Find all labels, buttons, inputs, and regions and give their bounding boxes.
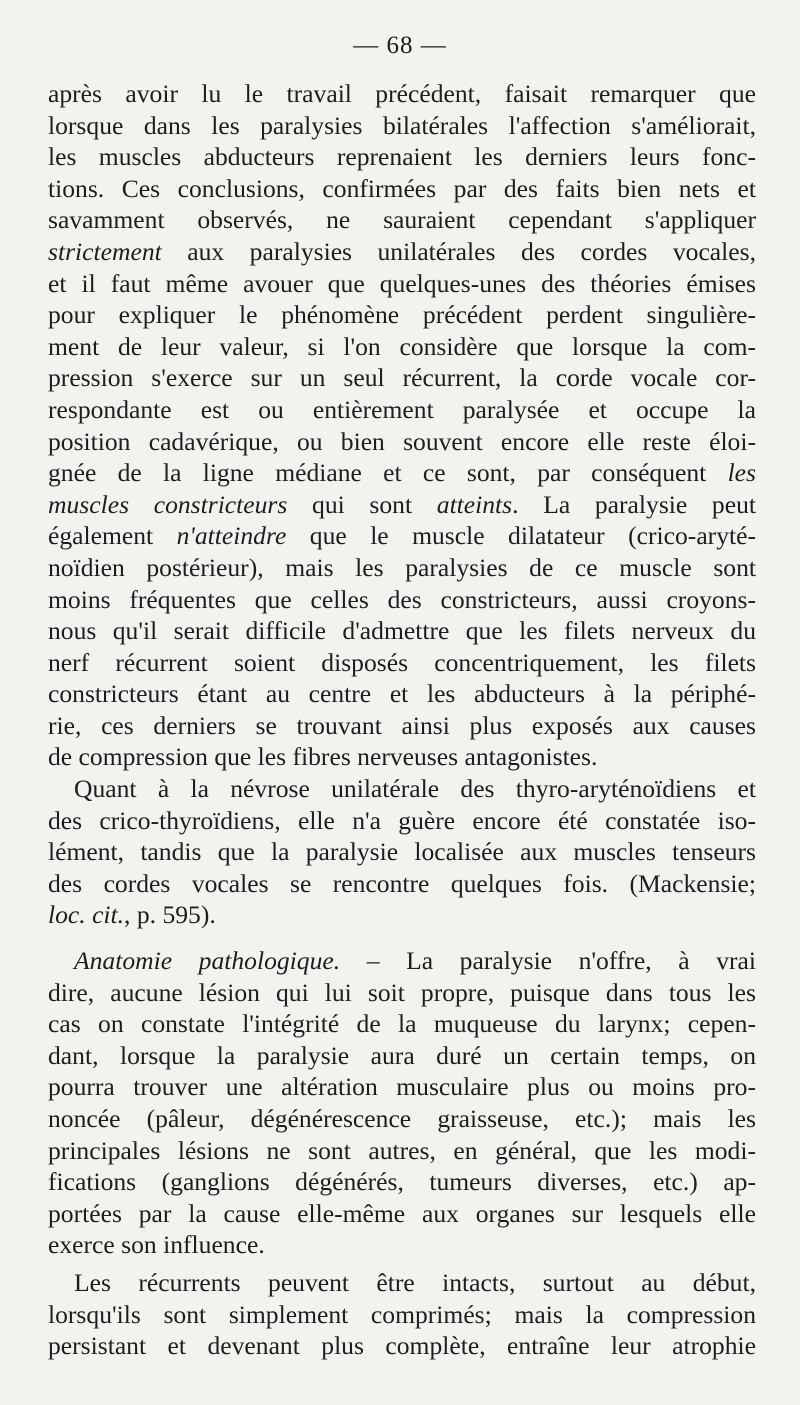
text-line: pourra trouver une altération musculaire plus ou moins pro- bbox=[48, 1072, 756, 1102]
text-line: respondante est ou entièrement paralysée et occupe la bbox=[48, 394, 756, 424]
text-line: de compression que les fibres nerveuses antagonistes. bbox=[48, 742, 598, 772]
paragraph-1 bbox=[48, 78, 756, 773]
text-line: dant, lorsque la paralysie aura duré un certain temps, on bbox=[48, 1040, 756, 1070]
text-line: ment de leur valeur, si l'on considère que lorsque la com- bbox=[48, 331, 756, 361]
body-text bbox=[48, 78, 756, 1362]
text-line: des cordes vocales se rencontre quelques fois. (Mackensie; bbox=[48, 868, 756, 898]
page-number: — 68 — bbox=[353, 32, 447, 59]
text-line: rie, ces derniers se trouvant ainsi plus exposés aux causes bbox=[48, 710, 756, 740]
text-line: position cadavérique, ou bien souvent encore elle reste éloi- bbox=[48, 426, 756, 456]
paragraph-2 bbox=[48, 773, 756, 931]
text-line: Les récurrents peuvent être intacts, surtout au début, bbox=[74, 1267, 756, 1297]
text-line: et il faut même avouer que quelques-unes des théories émises bbox=[48, 268, 756, 298]
text-line: savamment observés, ne sauraient cependant s'appliquer bbox=[48, 205, 756, 235]
text-line: lorsque dans les paralysies bilatérales l'affection s'améliorait, bbox=[48, 110, 756, 140]
text-line: gnée de la ligne médiane et ce sont, par conséquent les bbox=[48, 458, 756, 488]
text-line: moins fréquentes que celles des constricteurs, aussi croyons- bbox=[48, 584, 756, 614]
text-line: pour expliquer le phénomène précédent perdent singulière- bbox=[48, 300, 756, 330]
text-line: les muscles abducteurs reprenaient les derniers leurs fonc- bbox=[48, 142, 756, 172]
text-line: portées par la cause elle-même aux organes sur lesquels elle bbox=[48, 1198, 756, 1228]
text-line: principales lésions ne sont autres, en général, que les modi- bbox=[48, 1135, 756, 1165]
text-line: fications (ganglions dégénérés, tumeurs diverses, etc.) ap- bbox=[48, 1167, 756, 1197]
text-line: dire, aucune lésion qui lui soit propre, puisque dans tous les bbox=[48, 977, 756, 1007]
text-line: nerf récurrent soient disposés concentriquement, les filets bbox=[48, 647, 756, 677]
paragraph-4 bbox=[48, 1267, 756, 1362]
text-line: tions. Ces conclusions, confirmées par des faits bien nets et bbox=[48, 173, 756, 203]
text-line: des crico-thyroïdiens, elle n'a guère encore été constatée iso- bbox=[48, 805, 756, 835]
text-line: exerce son influence. bbox=[48, 1230, 265, 1260]
text-line: strictement aux paralysies unilatérales des cordes vocales, bbox=[48, 236, 756, 266]
text-line: muscles constricteurs qui sont atteints. La paralysie peut bbox=[48, 489, 756, 519]
text-line: Anatomie pathologique. – La paralysie n'offre, à vrai bbox=[74, 946, 757, 976]
paragraph-3 bbox=[48, 945, 756, 1261]
text-line: lément, tandis que la paralysie localisée aux muscles tenseurs bbox=[48, 837, 756, 867]
text-line: noncée (pâleur, dégénérescence graisseuse, etc.); mais les bbox=[48, 1104, 756, 1133]
text-line: nous qu'il serait difficile d'admettre que les filets nerveux du bbox=[48, 616, 756, 646]
text-line: persistant et devenant plus complète, entraîne leur atrophie bbox=[48, 1331, 756, 1361]
text-line: lorsqu'ils sont simplement comprimés; mais la compression bbox=[48, 1299, 756, 1329]
text-line: cas on constate l'intégrité de la muqueuse du larynx; cepen- bbox=[48, 1009, 756, 1039]
text-line: après avoir lu le travail précédent, faisait remarquer que bbox=[48, 79, 756, 108]
text-line: pression s'exerce sur un seul récurrent, la corde vocale cor- bbox=[48, 363, 756, 393]
text-line: également n'atteindre que le muscle dilatateur (crico-aryté- bbox=[48, 521, 756, 551]
text-line: noïdien postérieur), mais les paralysies de ce muscle sont bbox=[48, 552, 756, 582]
text-line: loc. cit., p. 595). bbox=[48, 900, 216, 930]
paragraph-gap bbox=[48, 931, 756, 945]
text-line: Quant à la névrose unilatérale des thyro-aryténoïdiens et bbox=[74, 774, 756, 804]
text-line: constricteurs étant au centre et les abducteurs à la périphé- bbox=[48, 679, 756, 709]
